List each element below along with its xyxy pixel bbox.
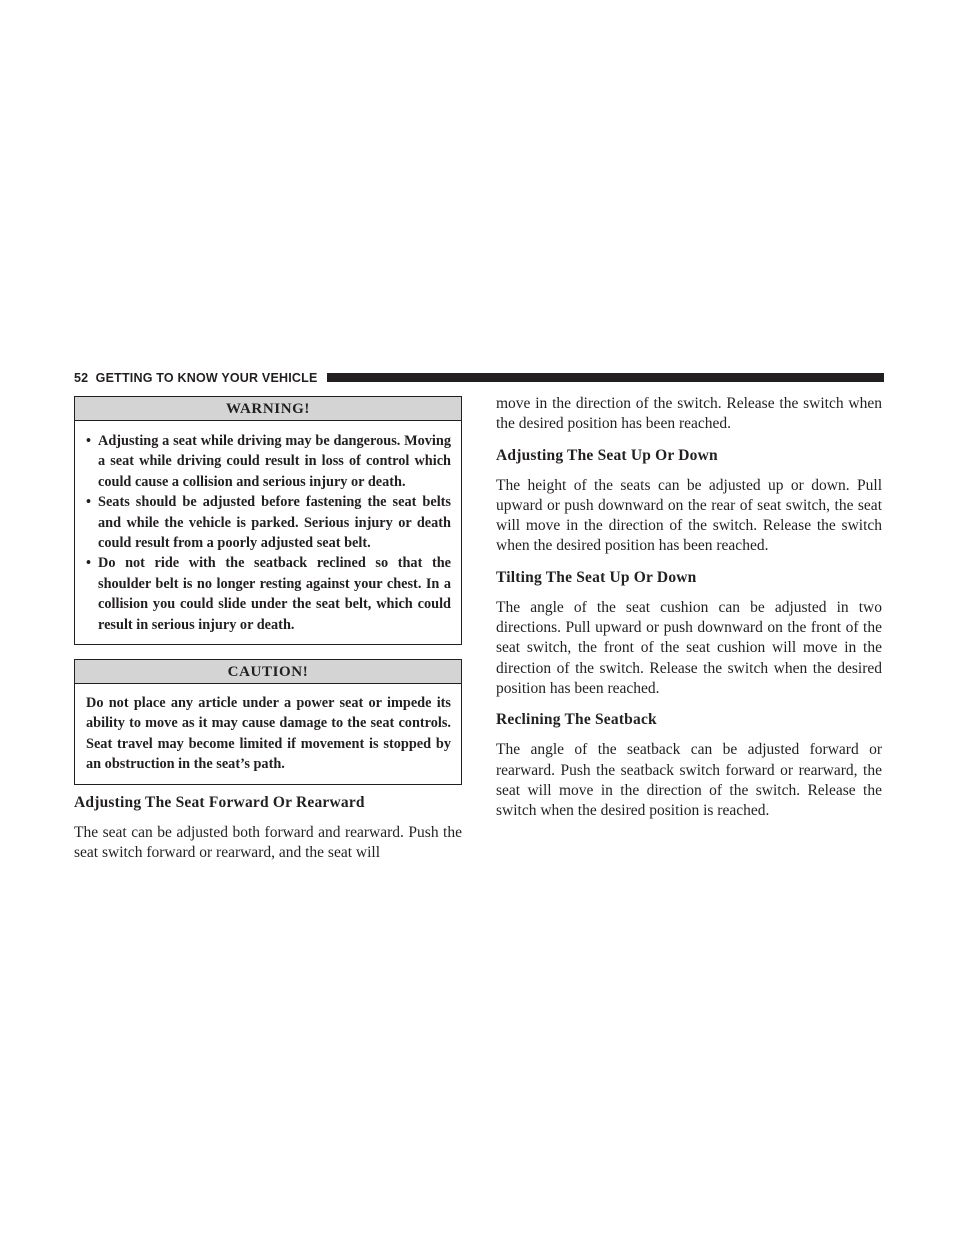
caution-text: Do not place any article under a power seat or impede its ability to move as it may cause damage to the seat controls. Seat travel may become limited if movement is stopped by an obstruction in the seat’s path. [86,695,451,773]
heading-up-down: Adjusting The Seat Up Or Down [496,446,718,464]
bullet-icon: • [86,494,92,511]
section-title: GETTING TO KNOW YOUR VEHICLE [95,371,318,385]
left-column [74,396,462,863]
warning-item-text: Do not ride with the seatback reclined so that the shoulder belt is no longer resting against your chest. In a collision you could slide under the seat belt, which could result in serious injury or death. [98,555,451,633]
warning-item-text: Seats should be adjusted before fastening the seat belts and while the vehicle is parked. Serious injury or death could result from a poorly adjusted seat belt. [98,494,451,552]
right-column [496,394,882,821]
warning-item [86,492,451,553]
caution-title: CAUTION! [75,660,461,684]
page-number: 52 [74,371,89,385]
text-tilting: The angle of the seat cushion can be adjusted in two directions. Pull upward or push downward on the front of the seat switch, the front of the seat cushion will move in the direction of the switch. Release the switch when the desired position has been reached. [496,598,882,697]
header-label [74,370,318,386]
warning-item-text: Adjusting a seat while driving may be dangerous. Moving a seat while driving could result in loss of control which could cause a collision and serious injury or death. [98,433,451,490]
warning-body [75,421,461,644]
caution-box [74,659,462,785]
warning-box [74,396,462,645]
bullet-icon: • [86,433,92,449]
heading-tilting: Tilting The Seat Up Or Down [496,568,697,586]
header-rule [327,373,884,382]
warning-item [86,553,451,635]
bullet-icon: • [86,555,92,572]
page-header [74,370,884,386]
caution-body [75,684,461,784]
text-forward-rearward-part2: move in the direction of the switch. Release the switch when the desired position has been reached. [496,395,882,433]
text-reclining: The angle of the seatback can be adjusted forward or rearward. Push the seatback switch forward or rearward, the seat will move in the direction of the switch. Release the switch when the desired position is reached. [496,741,882,820]
heading-reclining: Reclining The Seatback [496,711,657,729]
warning-list [86,431,451,635]
warning-item [86,431,451,492]
text-up-down: The height of the seats can be adjusted up or down. Pull upward or push downward on the rear of seat switch, the seat will move in the direction of the switch. Release the switch when the desired position has been reached. [496,476,882,555]
text-forward-rearward-part1: The seat can be adjusted both forward and rearward. Push the seat switch forward or rearward, and the seat will [74,823,462,861]
warning-title: WARNING! [75,397,461,421]
heading-forward-rearward: Adjusting The Seat Forward Or Rearward [74,793,365,811]
